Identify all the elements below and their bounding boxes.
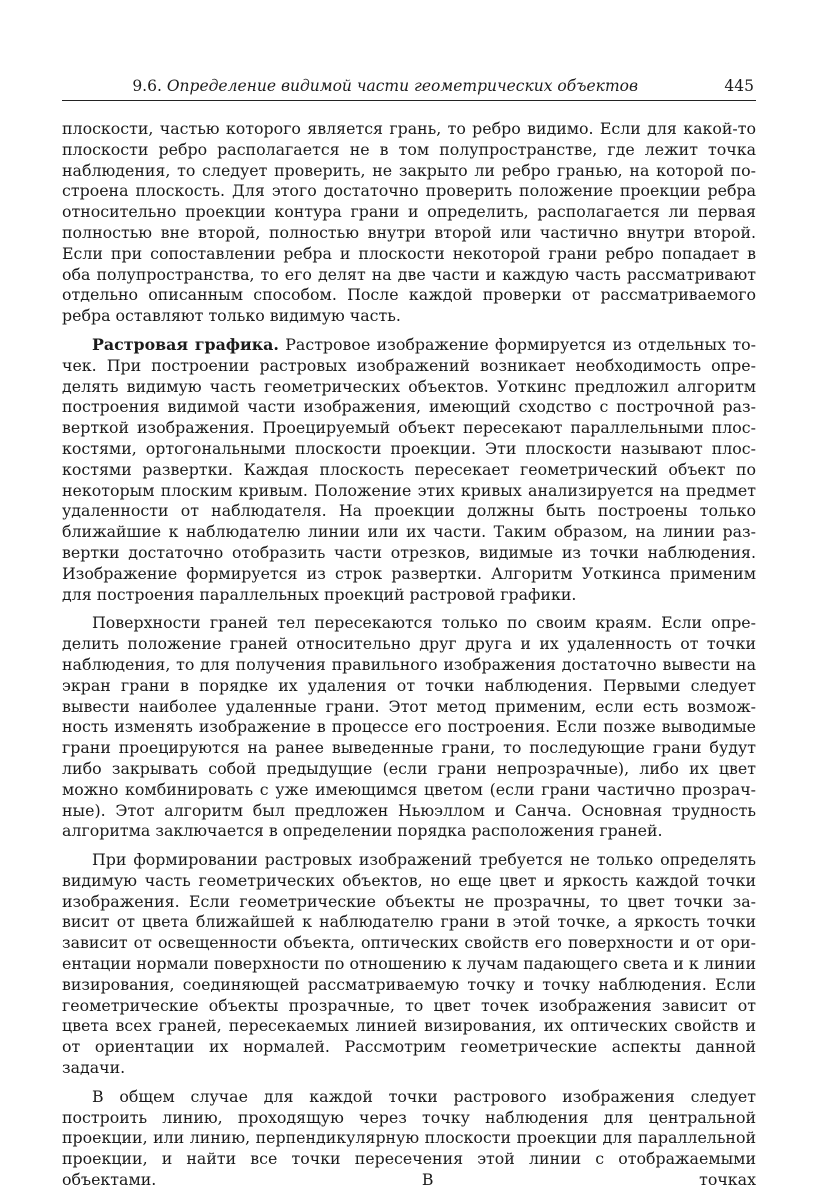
paragraph-2-heading: Растровая графика. bbox=[92, 334, 279, 354]
paragraph-2 bbox=[62, 335, 756, 605]
paragraph-4: При формировании растровых изображений требуется не только определять видимую часть геометрических объектов, но еще цвет и яркость каждой точки изображения. Если геометрические объекты не прозрачны, то цвет точки зависит от цвета ближайшей к наблюдателю грани в этой точке, а яркость точки зависит от освещенности объекта, оптических свойств его поверхности и от ориентации нормали поверхности по отношению к лучам падающего света и к линии визирования, соединяющей рассматриваемую точку и точку наблюдения. Если геометрические объекты прозрачные, то цвет точек изображения зависит от цвета всех граней, пересекаемых линией визирования, их оптических свойств и от ориентации их нормалей. Рассмотрим геометрические аспекты данной задачи. bbox=[62, 850, 756, 1078]
paragraph-3: Поверхности граней тел пересекаются только по своим краям. Если определить положение граней относительно друг друга и их удаленность от точки наблюдения, то для получения правильного изображения достаточно вывести на экран грани в порядке их удаления от точки наблюдения. Первыми следует вывести наиболее удаленные грани. Этот метод применим, если есть возможность изменять изображение в процессе его построения. Если позже выводимые грани проецируются на ранее выведенные грани, то последующие грани будут либо закрывать собой предыдущие (если грани непрозрачные), либо их цвет можно комбинировать с уже имеющимся цветом (если грани частично прозрачные). Этот алгоритм был предложен Ньюэллом и Санча. Основная трудность алгоритма заключается в определении порядка расположения граней. bbox=[62, 613, 756, 841]
body-text bbox=[62, 119, 756, 1191]
paragraph-1: плоскости, частью которого является грань, то ребро видимо. Если для какой-то плоскости ребро располагается не в том полупространстве, где лежит точка наблюдения, то следует проверить, не закрыто ли ребро гранью, на которой построена плоскость. Для этого достаточно проверить положение проекции ребра относительно проекции контура грани и определить, располагается ли первая полностью вне второй, полностью внутри второй или частично внутри второй. Если при сопоставлении ребра и плоскости некоторой грани ребро попадает в оба полупространства, то его делят на две части и каждую часть рассматривают отдельно описанным способом. После каждой проверки от рассматриваемого ребра оставляют только видимую часть. bbox=[62, 119, 756, 326]
paragraph-5: В общем случае для каждой точки растрового изображения следует построить линию, проходящую через точку наблюдения для центральной проекции, или линию, перпендикулярную плоскости проекции для параллельной проекции, и найти все точки пересечения этой линии с отображаемыми объектами. В точках bbox=[62, 1086, 756, 1190]
section-number: 9.6. bbox=[132, 77, 162, 95]
paragraph-2-body: Растровое изображение формируется из отдельных точек. При построении растровых изображений возникает необходимость определять видимую часть геометрических объектов. Уоткинс предложил алгоритм построения видимой части изображения, имеющий сходство с построчной разверткой изображения. Проецируемый объект пересекают параллельными плоскостями, ортогональными плоскости проекции. Эти плоскости называют плоскостями развертки. Каждая плоскость пересекает геометрический объект по некоторым плоским кривым. Положение этих кривых анализируется на предмет удаленности от наблюдателя. На проекции должны быть построены только ближайшие к наблюдателю линии или их части. Таким образом, на линии развертки достаточно отобразить части отрезков, видимые из точки наблюдения. Изображение формируется из строк развертки. Алгоритм Уоткинса применим для построения параллельных проекций растровой графики. bbox=[62, 334, 756, 604]
page-number: 445 bbox=[724, 77, 754, 95]
section-title-text: Определение видимой части геометрических объектов bbox=[166, 77, 638, 95]
running-head bbox=[62, 76, 756, 101]
book-page bbox=[62, 76, 756, 1191]
section-title bbox=[132, 77, 638, 95]
